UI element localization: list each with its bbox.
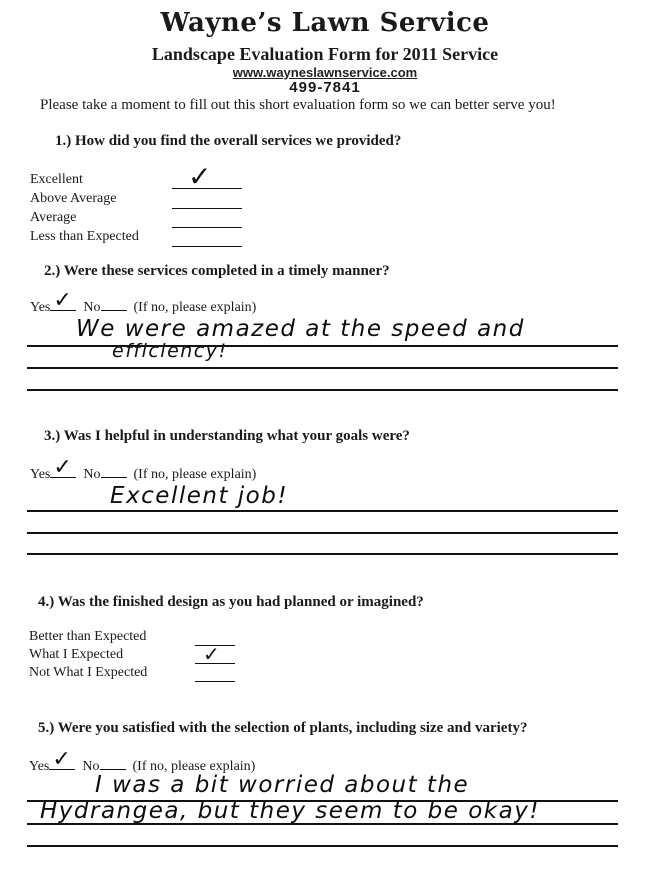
question-1-options	[30, 170, 139, 246]
yes-blank[interactable]	[50, 455, 76, 480]
yes-blank[interactable]	[50, 288, 76, 313]
less-than-expected-blank[interactable]	[172, 246, 242, 247]
question-4-label: 4.) Was the finished design as you had planned or imagined?	[38, 594, 424, 610]
check-icon: ✓	[53, 288, 72, 313]
option-excellent: Excellent	[30, 172, 83, 187]
above-average-blank[interactable]	[172, 208, 242, 209]
question-5-comment-line-2: Hydrangea, but they seem to be okay!	[40, 798, 541, 824]
no-label: No	[83, 467, 101, 482]
option-less-than-expected: Less than Expected	[30, 229, 139, 244]
explain-label: (If no, please explain)	[133, 300, 257, 315]
check-icon: ✓	[53, 455, 72, 480]
option-better-than-expected: Better than Expected	[29, 629, 147, 644]
question-2-comment-line-2: efficiency!	[112, 340, 228, 362]
comment-line[interactable]	[27, 823, 618, 825]
comment-line[interactable]	[27, 367, 618, 369]
question-4-options	[29, 628, 147, 682]
phone-number: 499-7841	[289, 79, 361, 96]
question-2-comment-line-1: We were amazed at the speed and	[76, 316, 525, 342]
yes-blank[interactable]	[49, 747, 75, 772]
comment-line[interactable]	[27, 553, 618, 555]
question-5-label: 5.) Were you satisfied with the selection of plants, including size and variety?	[38, 720, 528, 736]
comment-line[interactable]	[27, 800, 618, 802]
comment-line[interactable]	[27, 532, 618, 534]
check-icon: ✓	[188, 160, 212, 193]
option-average: Average	[30, 210, 77, 225]
explain-label: (If no, please explain)	[132, 759, 256, 774]
explain-label: (If no, please explain)	[133, 467, 257, 482]
intro-text: Please take a moment to fill out this short evaluation form so we can better serve you!	[40, 97, 556, 113]
question-3-comment-line-1: Excellent job!	[110, 483, 289, 509]
question-1-label: 1.) How did you find the overall services we provided?	[55, 133, 402, 149]
option-what-i-expected: What I Expected	[29, 647, 124, 662]
question-2-yes-no	[30, 288, 257, 316]
option-above-average: Above Average	[30, 191, 117, 206]
comment-line[interactable]	[27, 510, 618, 512]
check-icon: ✓	[203, 642, 220, 666]
question-3-yes-no	[30, 455, 257, 483]
website-link[interactable]: www.wayneslawnservice.com	[232, 65, 418, 80]
yes-label: Yes	[30, 300, 51, 315]
question-3-label: 3.) Was I helpful in understanding what your goals were?	[44, 428, 410, 444]
comment-line[interactable]	[27, 389, 618, 391]
yes-label: Yes	[29, 759, 50, 774]
comment-line[interactable]	[27, 345, 618, 347]
option-not-what-i-expected: Not What I Expected	[29, 665, 148, 680]
comment-line[interactable]	[27, 845, 618, 847]
question-5-comment-line-1: I was a bit worried about the	[95, 772, 470, 798]
what-i-expected-blank[interactable]	[195, 663, 235, 664]
no-label: No	[82, 759, 100, 774]
no-blank[interactable]	[101, 465, 127, 478]
yes-label: Yes	[30, 467, 51, 482]
not-what-i-expected-blank[interactable]	[195, 681, 235, 682]
check-icon: ✓	[52, 747, 71, 772]
form-subtitle: Landscape Evaluation Form for 2011 Service	[151, 44, 499, 64]
no-blank[interactable]	[100, 757, 126, 770]
question-2-label: 2.) Were these services completed in a timely manner?	[44, 263, 390, 279]
no-label: No	[83, 300, 101, 315]
no-blank[interactable]	[101, 298, 127, 311]
average-blank[interactable]	[172, 227, 242, 228]
company-title: Wayne’s Lawn Service	[160, 8, 490, 38]
